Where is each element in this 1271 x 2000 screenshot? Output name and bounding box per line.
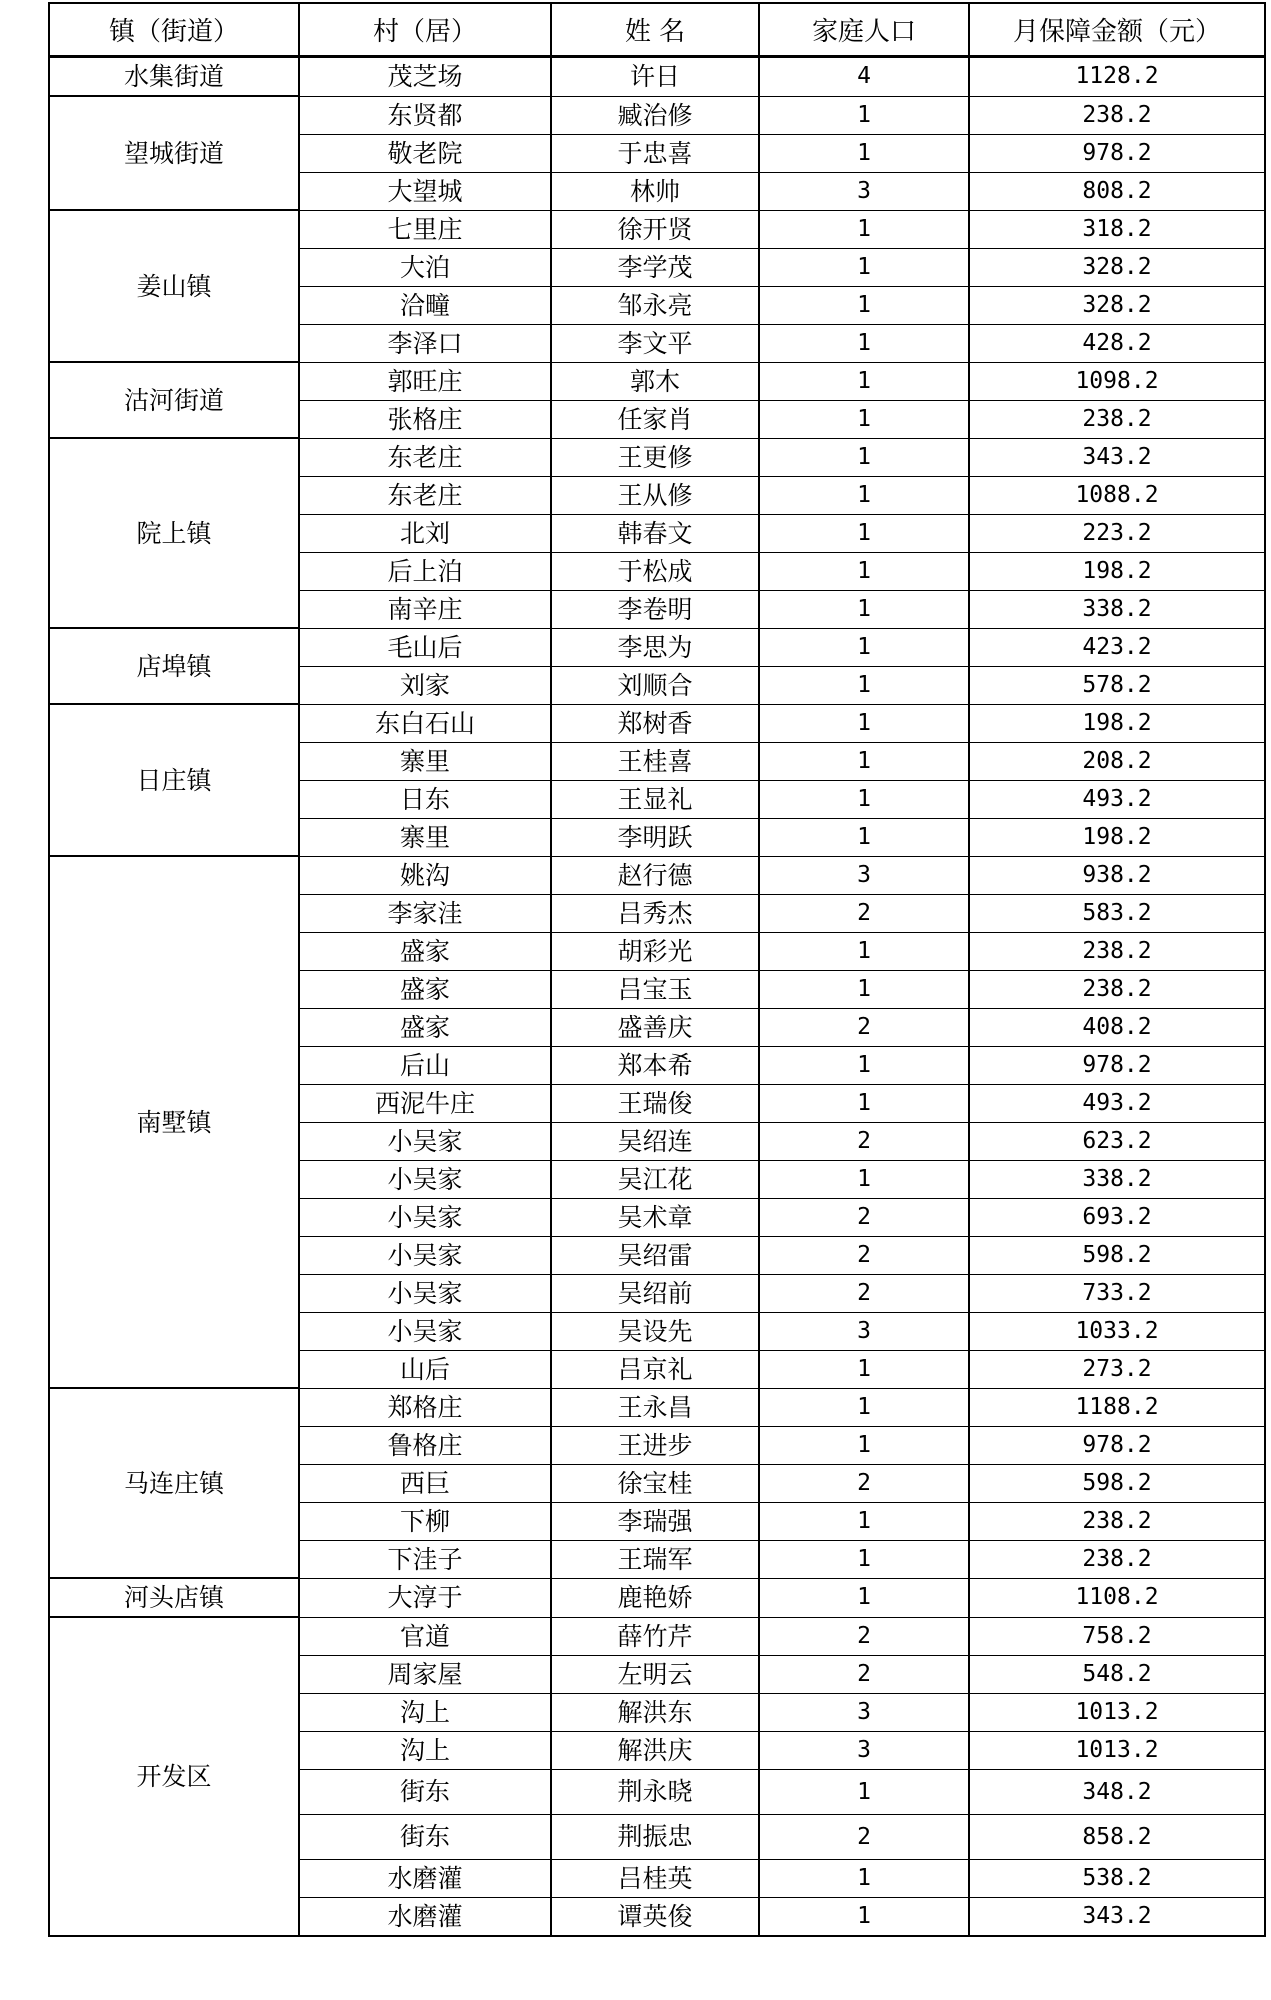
village-cell: 沟上 <box>299 1731 551 1769</box>
monthly-amount-cell: 1098.2 <box>969 362 1265 400</box>
name-cell: 谭英俊 <box>551 1897 759 1936</box>
village-cell: 李家洼 <box>299 894 551 932</box>
name-cell: 王永昌 <box>551 1388 759 1426</box>
family-size-cell: 1 <box>759 742 969 780</box>
name-cell: 吕宝玉 <box>551 970 759 1008</box>
name-cell: 韩春文 <box>551 514 759 552</box>
name-cell: 李学茂 <box>551 248 759 286</box>
monthly-amount-cell: 328.2 <box>969 286 1265 324</box>
family-size-cell: 1 <box>759 1578 969 1617</box>
family-size-cell: 3 <box>759 1731 969 1769</box>
family-size-cell: 1 <box>759 1426 969 1464</box>
monthly-amount-cell: 208.2 <box>969 742 1265 780</box>
town-cell: 姜山镇 <box>49 210 299 362</box>
village-cell: 寨里 <box>299 742 551 780</box>
name-cell: 吕秀杰 <box>551 894 759 932</box>
monthly-amount-cell: 758.2 <box>969 1617 1265 1655</box>
name-cell: 吴绍前 <box>551 1274 759 1312</box>
table-header <box>49 3 1265 57</box>
header-name: 姓 名 <box>551 3 759 57</box>
town-cell: 院上镇 <box>49 438 299 628</box>
town-cell: 水集街道 <box>49 57 299 97</box>
family-size-cell: 3 <box>759 1693 969 1731</box>
name-cell: 吕京礼 <box>551 1350 759 1388</box>
monthly-amount-cell: 238.2 <box>969 970 1265 1008</box>
village-cell: 姚沟 <box>299 856 551 894</box>
town-cell: 沽河街道 <box>49 362 299 438</box>
family-size-cell: 1 <box>759 1859 969 1897</box>
family-size-cell: 1 <box>759 400 969 438</box>
name-cell: 王瑞军 <box>551 1540 759 1578</box>
monthly-amount-cell: 598.2 <box>969 1236 1265 1274</box>
family-size-cell: 3 <box>759 172 969 210</box>
village-cell: 南辛庄 <box>299 590 551 628</box>
monthly-amount-cell: 338.2 <box>969 590 1265 628</box>
family-size-cell: 1 <box>759 1769 969 1814</box>
family-size-cell: 2 <box>759 1122 969 1160</box>
monthly-amount-cell: 938.2 <box>969 856 1265 894</box>
monthly-amount-cell: 343.2 <box>969 438 1265 476</box>
family-size-cell: 1 <box>759 704 969 742</box>
monthly-amount-cell: 1128.2 <box>969 57 1265 97</box>
village-cell: 水磨灌 <box>299 1897 551 1936</box>
village-cell: 李泽口 <box>299 324 551 362</box>
name-cell: 吴江花 <box>551 1160 759 1198</box>
family-size-cell: 1 <box>759 324 969 362</box>
name-cell: 荆永晓 <box>551 1769 759 1814</box>
family-size-cell: 2 <box>759 1655 969 1693</box>
monthly-amount-cell: 408.2 <box>969 1008 1265 1046</box>
monthly-amount-cell: 328.2 <box>969 248 1265 286</box>
name-cell: 李瑞强 <box>551 1502 759 1540</box>
village-cell: 郭旺庄 <box>299 362 551 400</box>
name-cell: 吴绍连 <box>551 1122 759 1160</box>
monthly-amount-cell: 623.2 <box>969 1122 1265 1160</box>
village-cell: 东贤都 <box>299 96 551 134</box>
village-cell: 茂芝场 <box>299 57 551 97</box>
village-cell: 鲁格庄 <box>299 1426 551 1464</box>
monthly-amount-cell: 538.2 <box>969 1859 1265 1897</box>
name-cell: 鹿艳娇 <box>551 1578 759 1617</box>
village-cell: 大泊 <box>299 248 551 286</box>
monthly-amount-cell: 238.2 <box>969 1540 1265 1578</box>
name-cell: 于松成 <box>551 552 759 590</box>
table-row <box>49 1578 1265 1617</box>
name-cell: 吴设先 <box>551 1312 759 1350</box>
village-cell: 敬老院 <box>299 134 551 172</box>
name-cell: 郑树香 <box>551 704 759 742</box>
village-cell: 街东 <box>299 1814 551 1859</box>
family-size-cell: 1 <box>759 1084 969 1122</box>
family-size-cell: 1 <box>759 818 969 856</box>
family-size-cell: 2 <box>759 1008 969 1046</box>
name-cell: 王桂喜 <box>551 742 759 780</box>
monthly-amount-cell: 198.2 <box>969 704 1265 742</box>
family-size-cell: 1 <box>759 1540 969 1578</box>
family-size-cell: 1 <box>759 96 969 134</box>
family-size-cell: 1 <box>759 248 969 286</box>
name-cell: 赵行德 <box>551 856 759 894</box>
village-cell: 小吴家 <box>299 1274 551 1312</box>
village-cell: 沟上 <box>299 1693 551 1731</box>
monthly-amount-cell: 423.2 <box>969 628 1265 666</box>
monthly-amount-cell: 428.2 <box>969 324 1265 362</box>
village-cell: 七里庄 <box>299 210 551 248</box>
family-size-cell: 1 <box>759 438 969 476</box>
village-cell: 小吴家 <box>299 1198 551 1236</box>
monthly-amount-cell: 578.2 <box>969 666 1265 704</box>
town-cell: 店埠镇 <box>49 628 299 704</box>
family-size-cell: 2 <box>759 1198 969 1236</box>
monthly-amount-cell: 238.2 <box>969 400 1265 438</box>
name-cell: 胡彩光 <box>551 932 759 970</box>
village-cell: 刘家 <box>299 666 551 704</box>
village-cell: 官道 <box>299 1617 551 1655</box>
family-size-cell: 1 <box>759 514 969 552</box>
name-cell: 王更修 <box>551 438 759 476</box>
subsidy-table <box>48 2 1266 1937</box>
monthly-amount-cell: 348.2 <box>969 1769 1265 1814</box>
town-cell: 开发区 <box>49 1617 299 1936</box>
village-cell: 西泥牛庄 <box>299 1084 551 1122</box>
family-size-cell: 1 <box>759 590 969 628</box>
family-size-cell: 1 <box>759 628 969 666</box>
monthly-amount-cell: 858.2 <box>969 1814 1265 1859</box>
village-cell: 洽疃 <box>299 286 551 324</box>
village-cell: 小吴家 <box>299 1312 551 1350</box>
family-size-cell: 2 <box>759 1464 969 1502</box>
family-size-cell: 2 <box>759 894 969 932</box>
monthly-amount-cell: 583.2 <box>969 894 1265 932</box>
name-cell: 解洪东 <box>551 1693 759 1731</box>
monthly-amount-cell: 238.2 <box>969 1502 1265 1540</box>
village-cell: 后上泊 <box>299 552 551 590</box>
village-cell: 下洼子 <box>299 1540 551 1578</box>
family-size-cell: 1 <box>759 552 969 590</box>
village-cell: 盛家 <box>299 1008 551 1046</box>
village-cell: 盛家 <box>299 970 551 1008</box>
village-cell: 寨里 <box>299 818 551 856</box>
family-size-cell: 1 <box>759 666 969 704</box>
monthly-amount-cell: 493.2 <box>969 1084 1265 1122</box>
town-cell: 马连庄镇 <box>49 1388 299 1578</box>
family-size-cell: 2 <box>759 1236 969 1274</box>
monthly-amount-cell: 198.2 <box>969 818 1265 856</box>
monthly-amount-cell: 1033.2 <box>969 1312 1265 1350</box>
family-size-cell: 1 <box>759 1350 969 1388</box>
table-row <box>49 1388 1265 1426</box>
monthly-amount-cell: 598.2 <box>969 1464 1265 1502</box>
name-cell: 王显礼 <box>551 780 759 818</box>
table-row <box>49 438 1265 476</box>
village-cell: 北刘 <box>299 514 551 552</box>
name-cell: 刘顺合 <box>551 666 759 704</box>
family-size-cell: 1 <box>759 476 969 514</box>
name-cell: 李卷明 <box>551 590 759 628</box>
family-size-cell: 1 <box>759 1388 969 1426</box>
village-cell: 周家屋 <box>299 1655 551 1693</box>
monthly-amount-cell: 318.2 <box>969 210 1265 248</box>
family-size-cell: 1 <box>759 1160 969 1198</box>
monthly-amount-cell: 338.2 <box>969 1160 1265 1198</box>
village-cell: 小吴家 <box>299 1122 551 1160</box>
monthly-amount-cell: 733.2 <box>969 1274 1265 1312</box>
family-size-cell: 1 <box>759 780 969 818</box>
name-cell: 郑本希 <box>551 1046 759 1084</box>
village-cell: 大淳于 <box>299 1578 551 1617</box>
name-cell: 解洪庆 <box>551 1731 759 1769</box>
village-cell: 小吴家 <box>299 1160 551 1198</box>
monthly-amount-cell: 238.2 <box>969 932 1265 970</box>
village-cell: 盛家 <box>299 932 551 970</box>
name-cell: 郭木 <box>551 362 759 400</box>
village-cell: 毛山后 <box>299 628 551 666</box>
name-cell: 薛竹芹 <box>551 1617 759 1655</box>
village-cell: 日东 <box>299 780 551 818</box>
name-cell: 盛善庆 <box>551 1008 759 1046</box>
family-size-cell: 1 <box>759 1897 969 1936</box>
name-cell: 李思为 <box>551 628 759 666</box>
monthly-amount-cell: 493.2 <box>969 780 1265 818</box>
name-cell: 徐开贤 <box>551 210 759 248</box>
monthly-amount-cell: 693.2 <box>969 1198 1265 1236</box>
name-cell: 王瑞俊 <box>551 1084 759 1122</box>
village-cell: 水磨灌 <box>299 1859 551 1897</box>
table-row <box>49 628 1265 666</box>
header-town: 镇（街道） <box>49 3 299 57</box>
monthly-amount-cell: 343.2 <box>969 1897 1265 1936</box>
name-cell: 吴绍雷 <box>551 1236 759 1274</box>
family-size-cell: 1 <box>759 1046 969 1084</box>
village-cell: 郑格庄 <box>299 1388 551 1426</box>
name-cell: 李明跃 <box>551 818 759 856</box>
town-cell: 日庄镇 <box>49 704 299 856</box>
name-cell: 荆振忠 <box>551 1814 759 1859</box>
village-cell: 小吴家 <box>299 1236 551 1274</box>
table-body <box>49 57 1265 1936</box>
table-row <box>49 362 1265 400</box>
family-size-cell: 1 <box>759 362 969 400</box>
table-row <box>49 96 1265 134</box>
name-cell: 于忠喜 <box>551 134 759 172</box>
family-size-cell: 1 <box>759 932 969 970</box>
village-cell: 大望城 <box>299 172 551 210</box>
village-cell: 下柳 <box>299 1502 551 1540</box>
monthly-amount-cell: 978.2 <box>969 1046 1265 1084</box>
header-family-size: 家庭人口 <box>759 3 969 57</box>
monthly-amount-cell: 1108.2 <box>969 1578 1265 1617</box>
town-cell: 河头店镇 <box>49 1578 299 1617</box>
family-size-cell: 4 <box>759 57 969 97</box>
family-size-cell: 1 <box>759 134 969 172</box>
table-row <box>49 856 1265 894</box>
header-monthly-amount: 月保障金额（元） <box>969 3 1265 57</box>
monthly-amount-cell: 1013.2 <box>969 1731 1265 1769</box>
monthly-amount-cell: 1013.2 <box>969 1693 1265 1731</box>
name-cell: 王进步 <box>551 1426 759 1464</box>
monthly-amount-cell: 1188.2 <box>969 1388 1265 1426</box>
family-size-cell: 2 <box>759 1274 969 1312</box>
monthly-amount-cell: 548.2 <box>969 1655 1265 1693</box>
monthly-amount-cell: 978.2 <box>969 1426 1265 1464</box>
name-cell: 吴术章 <box>551 1198 759 1236</box>
family-size-cell: 2 <box>759 1814 969 1859</box>
header-village: 村（居） <box>299 3 551 57</box>
village-cell: 山后 <box>299 1350 551 1388</box>
village-cell: 西巨 <box>299 1464 551 1502</box>
monthly-amount-cell: 808.2 <box>969 172 1265 210</box>
monthly-amount-cell: 978.2 <box>969 134 1265 172</box>
village-cell: 街东 <box>299 1769 551 1814</box>
family-size-cell: 1 <box>759 286 969 324</box>
family-size-cell: 1 <box>759 970 969 1008</box>
name-cell: 徐宝桂 <box>551 1464 759 1502</box>
family-size-cell: 3 <box>759 1312 969 1350</box>
monthly-amount-cell: 273.2 <box>969 1350 1265 1388</box>
table-row <box>49 57 1265 97</box>
village-cell: 张格庄 <box>299 400 551 438</box>
name-cell: 任家肖 <box>551 400 759 438</box>
monthly-amount-cell: 198.2 <box>969 552 1265 590</box>
town-cell: 望城街道 <box>49 96 299 210</box>
name-cell: 林帅 <box>551 172 759 210</box>
table-row <box>49 704 1265 742</box>
family-size-cell: 2 <box>759 1617 969 1655</box>
town-cell: 南墅镇 <box>49 856 299 1388</box>
family-size-cell: 1 <box>759 210 969 248</box>
family-size-cell: 1 <box>759 1502 969 1540</box>
name-cell: 李文平 <box>551 324 759 362</box>
name-cell: 许日 <box>551 57 759 97</box>
village-cell: 东白石山 <box>299 704 551 742</box>
village-cell: 后山 <box>299 1046 551 1084</box>
name-cell: 吕桂英 <box>551 1859 759 1897</box>
family-size-cell: 3 <box>759 856 969 894</box>
monthly-amount-cell: 238.2 <box>969 96 1265 134</box>
village-cell: 东老庄 <box>299 438 551 476</box>
village-cell: 东老庄 <box>299 476 551 514</box>
table-row <box>49 210 1265 248</box>
name-cell: 左明云 <box>551 1655 759 1693</box>
monthly-amount-cell: 223.2 <box>969 514 1265 552</box>
name-cell: 王从修 <box>551 476 759 514</box>
name-cell: 臧治修 <box>551 96 759 134</box>
table-row <box>49 1617 1265 1655</box>
subsidy-table-sheet <box>48 2 1264 1937</box>
name-cell: 邹永亮 <box>551 286 759 324</box>
header-row <box>49 3 1265 57</box>
monthly-amount-cell: 1088.2 <box>969 476 1265 514</box>
